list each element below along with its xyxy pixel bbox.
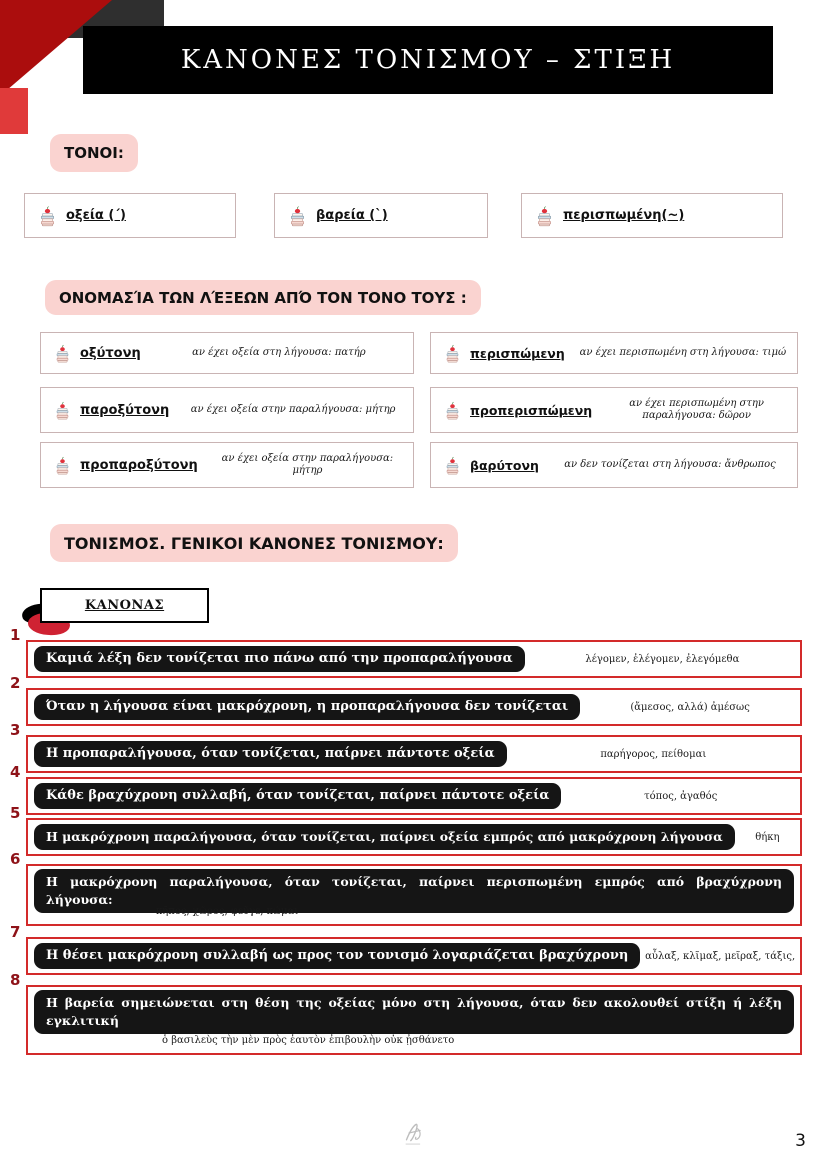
rule-number-4: 4	[10, 763, 21, 781]
rule-text: Κάθε βραχύχρονη συλλαβή, όταν τονίζεται, παίρνει πάντοτε οξεία	[34, 783, 561, 810]
rule-text: Η θέσει μακρόχρονη συλλαβή ως προς τον τονισμό λογαριάζεται βραχύχρονη	[34, 943, 640, 970]
kanonas-label: ΚΑΝΟΝΑΣ	[84, 598, 165, 613]
word-type-term: προπερισπώμενη	[470, 402, 593, 418]
word-type-gloss: αν έχει περισπωμένη στη λήγουσα: τιμώ	[579, 347, 787, 359]
word-type-gloss: αν έχει περισπωμένη στην παραλήγουσα: δῶρον	[629, 398, 764, 421]
books-apple-icon	[55, 343, 70, 363]
rule-row-4[interactable]	[26, 777, 802, 815]
rule-example: θήκη	[755, 831, 780, 843]
rule-example: τόπος, ἀγαθός	[644, 790, 718, 802]
word-type-term: οξύτονη	[80, 345, 141, 361]
tonos-card-1[interactable]	[24, 193, 236, 238]
rule-number-2: 2	[10, 674, 21, 692]
rule-row-7[interactable]	[26, 937, 802, 975]
books-apple-icon	[55, 455, 70, 475]
right-word-type-card-1[interactable]	[430, 332, 798, 374]
section-heading-tonismos: ΤΟΝΙΣΜΟΣ. ΓΕΝΙΚΟΙ ΚΑΝΟΝΕΣ ΤΟΝΙΣΜΟΥ:	[50, 524, 458, 562]
rule-text: Καμιά λέξη δεν τονίζεται πιο πάνω από την προπαραλήγουσα	[34, 646, 525, 673]
books-apple-icon	[536, 204, 553, 227]
signature-watermark	[398, 1116, 432, 1150]
section-heading-tonoi: ΤΟΝΟΙ:	[50, 134, 138, 172]
left-word-type-card-2[interactable]	[40, 387, 414, 433]
rule-row-1[interactable]	[26, 640, 802, 678]
rule-number-5: 5	[10, 804, 21, 822]
rule-number-3: 3	[10, 721, 21, 739]
word-type-term: παροξύτονη	[80, 402, 170, 418]
books-apple-icon	[445, 455, 460, 475]
word-type-term: προπαροξύτονη	[80, 457, 198, 473]
rule-example: λέγομεν, ἐλέγομεν, ἐλεγόμεθα	[585, 653, 740, 665]
left-word-type-card-1[interactable]	[40, 332, 414, 374]
rule-text: Η προπαραλήγουσα, όταν τονίζεται, παίρνει πάντοτε οξεία	[34, 741, 507, 768]
word-type-term: βαρύτονη	[470, 457, 539, 473]
books-apple-icon	[289, 204, 306, 227]
rule-row-6[interactable]	[26, 864, 802, 926]
tonos-label: περισπωμένη(~)	[563, 208, 685, 223]
right-word-type-card-2[interactable]	[430, 387, 798, 433]
rule-number-8: 8	[10, 971, 21, 989]
rule-number-6: 6	[10, 850, 21, 868]
rule-text: Η βαρεία σημειώνεται στη θέση της οξείας μόνο στη λήγουσα, όταν δεν ακολουθεί στίξη ή λέξη εγκλιτική	[34, 990, 794, 1034]
right-word-type-card-3[interactable]	[430, 442, 798, 488]
rule-example: ὁ βασιλεὺς τὴν μὲν πρὸς ἑαυτὸν ἐπιβουλὴν οὐκ ᾐσθάνετο	[162, 1035, 455, 1046]
rule-example: αὖλαξ, κλῖμαξ, μεῖραξ, τάξις,	[645, 950, 796, 962]
page-title-bar	[83, 26, 773, 94]
rule-number-7: 7	[10, 923, 21, 941]
tonos-card-2[interactable]	[274, 193, 488, 238]
rule-row-5[interactable]	[26, 818, 802, 856]
rule-row-8[interactable]	[26, 985, 802, 1055]
books-apple-icon	[445, 400, 460, 420]
word-type-gloss: αν έχει οξεία στην παραλήγουσα: μήτηρ	[221, 453, 394, 476]
word-type-term: περισπώμενη	[470, 345, 565, 361]
left-word-type-card-3[interactable]	[40, 442, 414, 488]
rule-row-2[interactable]	[26, 688, 802, 726]
tonos-card-3[interactable]	[521, 193, 783, 238]
books-apple-icon	[39, 204, 56, 227]
rule-text: Η μακρόχρονη παραλήγουσα, όταν τονίζεται, παίρνει περισπωμένη εμπρός από βραχύχρονη λήγουσα:	[34, 869, 794, 913]
word-type-gloss: αν έχει οξεία στην παραλήγουσα: μήτηρ	[190, 404, 396, 416]
rule-example: (ἄμεσος, αλλά) ἀμέσως	[630, 701, 750, 713]
rule-example: παρήγορος, πείθομαι	[600, 748, 707, 760]
kanonas-label-box	[40, 588, 209, 623]
books-apple-icon	[445, 343, 460, 363]
corner-red-bar	[0, 88, 28, 134]
tonos-label: βαρεία (`)	[316, 208, 388, 223]
page-title: ΚΑΝΟΝΕΣ ΤΟΝΙΣΜΟΥ – ΣΤΙΞΗ	[180, 45, 676, 75]
page-number: 3	[795, 1131, 806, 1151]
section-heading-onomasia: ΟΝΟΜΑΣΊΑ ΤΩΝ ΛΈΞΕΩΝ ΑΠΌ ΤΟΝ ΤΟΝΟ ΤΟΥΣ :	[45, 280, 481, 315]
rule-number-1: 1	[10, 626, 21, 644]
word-type-gloss: αν έχει οξεία στη λήγουσα: πατήρ	[192, 347, 366, 359]
rule-row-3[interactable]	[26, 735, 802, 773]
rule-example: κῆπος, χῶρος, φεῦγε, κώμαι	[156, 906, 299, 917]
word-type-gloss: αν δεν τονίζεται στη λήγουσα: ἄνθρωπος	[564, 459, 776, 471]
rule-text: Όταν η λήγουσα είναι μακρόχρονη, η προπαραλήγουσα δεν τονίζεται	[34, 694, 580, 721]
tonos-label: οξεία (΄)	[66, 208, 126, 223]
rule-text: Η μακρόχρονη παραλήγουσα, όταν τονίζεται, παίρνει οξεία εμπρός από μακρόχρονη λήγουσα	[34, 824, 735, 850]
books-apple-icon	[55, 400, 70, 420]
